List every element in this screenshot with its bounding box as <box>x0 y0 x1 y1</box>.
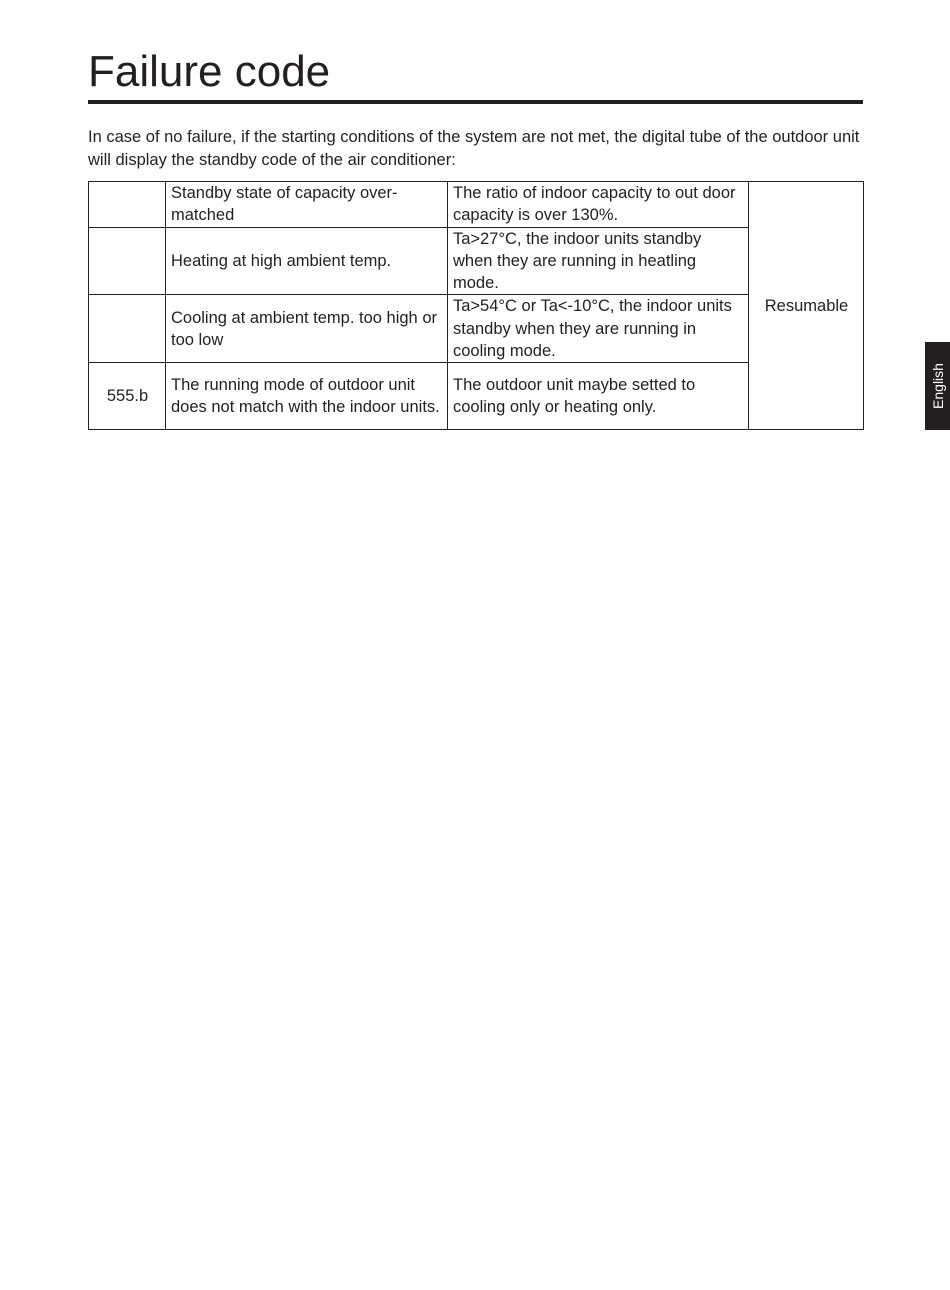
language-side-tab <box>925 342 950 430</box>
description-cell: Cooling at ambient temp. too high or too low <box>166 295 448 363</box>
condition-cell: Ta>54°C or Ta<-10°C, the indoor units standby when they are running in cooling mode. <box>448 295 749 363</box>
page-title: Failure code <box>88 47 331 96</box>
code-cell <box>89 182 166 228</box>
intro-paragraph: In case of no failure, if the starting conditions of the system are not met, the digital tube of the outdoor unit will display the standby code of the air conditioner: <box>88 128 860 169</box>
description-cell: Standby state of capacity over-matched <box>166 182 448 228</box>
standby-code-table <box>88 181 864 430</box>
code-cell <box>89 227 166 295</box>
condition-cell: Ta>27°C, the indoor units standby when they are running in heatling mode. <box>448 227 749 295</box>
condition-cell: The ratio of indoor capacity to out door capacity is over 130%. <box>448 182 749 228</box>
description-cell: The running mode of outdoor unit does not match with the indoor units. <box>166 363 448 430</box>
table-row <box>89 363 864 430</box>
table-row <box>89 295 864 363</box>
language-label: English <box>929 363 946 409</box>
table-row <box>89 182 864 228</box>
code-cell: 555.b <box>89 363 166 430</box>
description-cell: Heating at high ambient temp. <box>166 227 448 295</box>
code-cell <box>89 295 166 363</box>
status-cell: Resumable <box>749 182 864 430</box>
condition-cell: The outdoor unit maybe setted to cooling only or heating only. <box>448 363 749 430</box>
table-row <box>89 227 864 295</box>
title-divider <box>88 100 863 104</box>
